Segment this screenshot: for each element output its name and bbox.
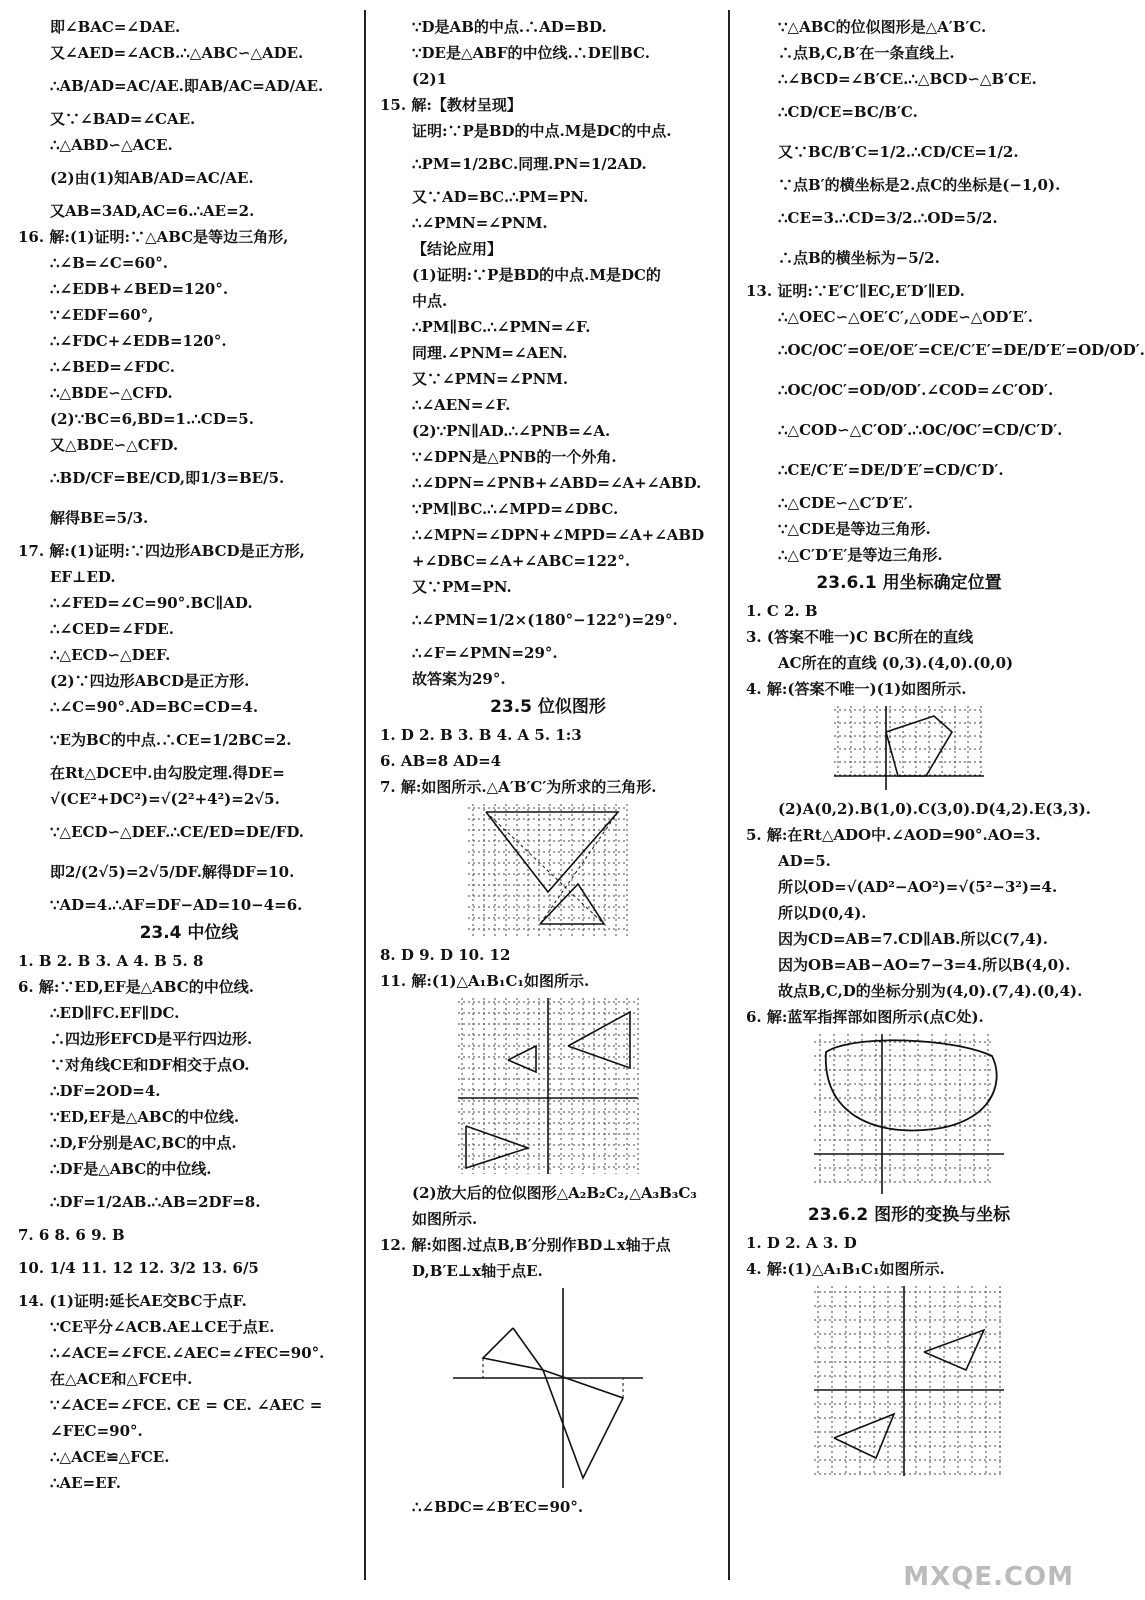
col1-line-48: 在△ACE和△FCE中. [50, 1369, 193, 1388]
col1-line-21: ∴∠FED=∠C=90°.BC∥AD. [50, 593, 253, 612]
col3-line-30: 故点B,C,D的坐标分别为(4,0).(7,4).(0,4). [778, 981, 1083, 1000]
col3-line-23: (2)A(0,2).B(1,0).C(3,0).D(4,2).E(3,3). [778, 799, 1091, 818]
col3-line-16: ∵△CDE是等边三角形. [778, 519, 931, 538]
col2-line-22: 又∵PM=PN. [412, 577, 512, 596]
col3-line-29: 因为OB=AB−AO=7−3=4.所以B(4,0). [778, 955, 1071, 974]
figure-command-post-map [814, 1034, 1004, 1194]
figure-pentagon-grid [834, 706, 984, 790]
watermark: MXQE.COM [903, 1562, 1074, 1592]
col1-line-15: (2)∵BC=6,BD=1.∴CD=5. [50, 409, 254, 428]
figure [746, 706, 1072, 790]
figure [380, 998, 716, 1174]
col3-line-5: 又∵BC/B′C=1/2.∴CD/CE=1/2. [778, 142, 1019, 161]
col2-line-17: ∵∠DPN是△PNB的一个外角. [412, 447, 617, 466]
col1-line-37: ∵对角线CE和DF相交于点O. [50, 1055, 250, 1074]
col3-line-24: 5. 解:在Rt△ADO中.∠AOD=90°.AO=3. [746, 825, 1041, 844]
col3-line-15: ∴△CDE∽△C′D′E′. [778, 493, 914, 512]
col1-line-4: 又∵∠BAD=∠CAE. [50, 109, 196, 128]
col2-line-31: 11. 解:(1)△A₁B₁C₁如图所示. [380, 971, 590, 990]
col2-line-14: 又∵∠PMN=∠PNM. [412, 369, 569, 388]
col1-line-22: ∴∠CED=∠FDE. [50, 619, 174, 638]
col2-line-2: ∵DE是△ABF的中位线.∴DE∥BC. [412, 43, 650, 62]
col3-line-22: 4. 解:(答案不唯一)(1)如图所示. [746, 679, 967, 698]
figure [380, 804, 716, 936]
col1-line-44: 10. 1/4 11. 12 12. 3/2 13. 6/5 [18, 1258, 259, 1277]
col2-line-6: ∴PM=1/2BC.同理.PN=1/2AD. [412, 154, 647, 173]
col3-line-13: ∴△COD∽△C′OD′.∴OC/OC′=CD/C′D′. [778, 420, 1063, 439]
col2-line-36: ∴∠BDC=∠B′EC=90°. [412, 1497, 584, 1516]
col2-line-19: ∵PM∥BC.∴∠MPD=∠DBC. [412, 499, 619, 518]
col2-line-30: 8. D 9. D 10. 12 [380, 945, 511, 964]
col1-line-41: ∴DF是△ABC的中位线. [50, 1159, 212, 1178]
col2-line-5: 证明:∵P是BD的中点.M是DC的中点. [412, 121, 672, 140]
col3-line-11: ∴OC/OC′=OE/OE′=CE/C′E′=DE/D′E′=OD/OD′. [778, 340, 1145, 359]
col3-line-3: ∴∠BCD=∠B′CE.∴△BCD∽△B′CE. [778, 69, 1037, 88]
figure-coordinate-triangles [458, 998, 638, 1174]
column-2 [380, 14, 716, 1520]
col3-line-34: 4. 解:(1)△A₁B₁C₁如图所示. [746, 1259, 945, 1278]
col1-line-10: ∴∠EDB+∠BED=120°. [50, 279, 229, 298]
col2-line-10: (1)证明:∵P是BD的中点.M是DC的 [412, 265, 661, 284]
col1-line-12: ∴∠FDC+∠EDB=120°. [50, 331, 227, 350]
col3-line-14: ∴CE/C′E′=DE/D′E′=CD/C′D′. [778, 460, 1004, 479]
column-3 [746, 14, 1145, 1482]
col2-line-35: D,B′E⊥x轴于点E. [412, 1261, 543, 1280]
col1-line-5: ∴△ABD∽△ACE. [50, 135, 173, 154]
col1-line-47: ∴∠ACE=∠FCE.∠AEC=∠FEC=90°. [50, 1343, 325, 1362]
col1-line-29: ∵△ECD∽△DEF.∴CE/ED=DE/FD. [50, 822, 305, 841]
col1-line-19: 17. 解:(1)证明:∵四边形ABCD是正方形, [18, 541, 305, 560]
col2-line-12: ∴PM∥BC.∴∠PMN=∠F. [412, 317, 591, 336]
col1-line-31: ∵AD=4.∴AF=DF−AD=10−4=6. [50, 895, 303, 914]
col1-line-38: ∴DF=2OD=4. [50, 1081, 161, 1100]
col1-line-30: 即2/(2√5)=2√5/DF.解得DF=10. [50, 862, 295, 881]
col2-line-18: ∴∠DPN=∠PNB+∠ABD=∠A+∠ABD. [412, 473, 702, 492]
col2-line-28: 6. AB=8 AD=4 [380, 751, 502, 770]
col2-line-1: ∵D是AB的中点.∴AD=BD. [412, 17, 607, 36]
section-heading: 23.4 中位线 [139, 922, 239, 943]
col2-line-8: ∴∠PMN=∠PNM. [412, 213, 548, 232]
col3-line-26: 所以OD=√(AD²−AO²)=√(5²−3²)=4. [778, 877, 1058, 896]
col3-line-33: 1. D 2. A 3. D [746, 1233, 857, 1252]
col2-line-24: ∴∠F=∠PMN=29°. [412, 643, 558, 662]
col3-line-7: ∴CE=3.∴CD=3/2.∴OD=5/2. [778, 208, 998, 227]
col1-line-26: ∵E为BC的中点.∴CE=1/2BC=2. [50, 730, 292, 749]
col1-line-20: EF⊥ED. [50, 567, 116, 586]
col3-line-2: ∴点B,C,B′在一条直线上. [778, 43, 955, 62]
col1-line-18: 解得BE=5/3. [50, 508, 149, 527]
col2-line-25: 故答案为29°. [412, 669, 506, 688]
col1-line-9: ∴∠B=∠C=60°. [50, 253, 169, 272]
col3-line-27: 所以D(0,4). [778, 903, 867, 922]
column-1 [18, 14, 360, 1496]
col2-line-21: +∠DBC=∠A+∠ABC=122°. [412, 551, 631, 570]
col1-line-45: 14. (1)证明:延长AE交BC于点F. [18, 1291, 247, 1310]
col1-line-27: 在Rt△DCE中.由勾股定理.得DE= [50, 763, 285, 782]
col1-line-6: (2)由(1)知AB/AD=AC/AE. [50, 168, 254, 187]
column-divider-1 [364, 10, 366, 1580]
col2-line-3: (2)1 [412, 69, 448, 88]
col1-line-33: 1. B 2. B 3. A 4. B 5. 8 [18, 951, 204, 970]
col3-line-21: AC所在的直线 (0,3).(4,0).(0,0) [778, 653, 1014, 672]
col3-line-8: ∴点B的横坐标为−5/2. [778, 248, 940, 267]
col2-line-27: 1. D 2. B 3. B 4. A 5. 1:3 [380, 725, 582, 744]
col2-line-15: ∴∠AEN=∠F. [412, 395, 511, 414]
section-heading: 23.5 位似图形 [490, 696, 606, 717]
figure [380, 1288, 716, 1488]
col1-line-2: 又∠AED=∠ACB.∴△ABC∽△ADE. [50, 43, 304, 62]
figure-similar-triangles-axis [453, 1288, 643, 1488]
col1-line-35: ∴ED∥FC.EF∥DC. [50, 1003, 180, 1022]
col2-line-4: 15. 解:【教材呈现】 [380, 95, 522, 114]
col1-line-36: ∴四边形EFCD是平行四边形. [50, 1029, 253, 1048]
col3-line-25: AD=5. [778, 851, 831, 870]
col1-line-49: ∵∠ACE=∠FCE. CE = CE. ∠AEC = [50, 1395, 323, 1414]
figure [746, 1286, 1072, 1476]
col3-line-17: ∴△C′D′E′是等边三角形. [778, 545, 943, 564]
col1-line-40: ∴D,F分别是AC,BC的中点. [50, 1133, 237, 1152]
col3-line-6: ∵点B′的横坐标是2.点C的坐标是(−1,0). [778, 175, 1061, 194]
col2-line-13: 同理.∠PNM=∠AEN. [412, 343, 568, 362]
col3-line-31: 6. 解:蓝军指挥部如图所示(点C处). [746, 1007, 984, 1026]
col1-line-51: ∴△ACE≌△FCE. [50, 1447, 170, 1466]
col3-line-20: 3. (答案不唯一)C BC所在的直线 [746, 627, 974, 646]
col3-line-10: ∴△OEC∽△OE′C′,△ODE∽△OD′E′. [778, 307, 1033, 326]
col3-line-28: 因为CD=AB=7.CD∥AB.所以C(7,4). [778, 929, 1048, 948]
figure-homothety-triangle [468, 804, 628, 936]
col1-line-50: ∠FEC=90°. [50, 1421, 143, 1440]
col1-line-23: ∴△ECD∽△DEF. [50, 645, 171, 664]
col2-line-23: ∴∠PMN=1/2×(180°−122°)=29°. [412, 610, 678, 629]
col2-line-7: 又∵AD=BC.∴PM=PN. [412, 187, 589, 206]
section-heading: 23.6.1 用坐标确定位置 [816, 572, 1002, 593]
col1-line-46: ∵CE平分∠ACB.AE⊥CE于点E. [50, 1317, 275, 1336]
col3-line-1: ∵△ABC的位似图形是△A′B′C. [778, 17, 987, 36]
col1-line-43: 7. 6 8. 6 9. B [18, 1225, 125, 1244]
col1-line-16: 又△BDE∽△CFD. [50, 435, 179, 454]
col1-line-3: ∴AB/AD=AC/AE.即AB/AC=AD/AE. [50, 76, 324, 95]
col3-line-9: 13. 证明:∵E′C′∥EC,E′D′∥ED. [746, 281, 965, 300]
col1-line-13: ∴∠BED=∠FDC. [50, 357, 175, 376]
column-divider-2 [728, 10, 730, 1580]
col1-line-8: 16. 解:(1)证明:∵△ABC是等边三角形, [18, 227, 289, 246]
col3-line-4: ∴CD/CE=BC/B′C. [778, 102, 918, 121]
col1-line-14: ∴△BDE∽△CFD. [50, 383, 173, 402]
col2-line-20: ∴∠MPN=∠DPN+∠MPD=∠A+∠ABD [412, 525, 705, 544]
figure [746, 1034, 1072, 1194]
col1-line-52: ∴AE=EF. [50, 1473, 121, 1492]
col2-line-34: 12. 解:如图.过点B,B′分别作BD⊥x轴于点 [380, 1235, 671, 1254]
col1-line-24: (2)∵四边形ABCD是正方形. [50, 671, 250, 690]
col2-line-32: (2)放大后的位似图形△A₂B₂C₂,△A₃B₃C₃ [412, 1183, 697, 1202]
col1-line-17: ∴BD/CF=BE/CD,即1/3=BE/5. [50, 468, 285, 487]
col3-line-12: ∴OC/OC′=OD/OD′.∠COD=∠C′OD′. [778, 380, 1054, 399]
col1-line-42: ∴DF=1/2AB.∴AB=2DF=8. [50, 1192, 261, 1211]
col1-line-34: 6. 解:∵ED,EF是△ABC的中位线. [18, 977, 254, 996]
col2-line-11: 中点. [412, 291, 448, 310]
col1-line-39: ∵ED,EF是△ABC的中位线. [50, 1107, 240, 1126]
col3-line-19: 1. C 2. B [746, 601, 818, 620]
figure-transform-triangles [814, 1286, 1004, 1476]
col1-line-1: 即∠BAC=∠DAE. [50, 17, 181, 36]
col2-line-16: (2)∵PN∥AD.∴∠PNB=∠A. [412, 421, 611, 440]
col1-line-7: 又AB=3AD,AC=6.∴AE=2. [50, 201, 255, 220]
col2-line-29: 7. 解:如图所示.△A′B′C′为所求的三角形. [380, 777, 657, 796]
section-heading: 23.6.2 图形的变换与坐标 [807, 1204, 1011, 1225]
col1-line-28: √(CE²+DC²)=√(2²+4²)=2√5. [50, 789, 280, 808]
col2-line-9: 【结论应用】 [412, 239, 503, 258]
col2-line-33: 如图所示. [412, 1209, 478, 1228]
col1-line-25: ∴∠C=90°.AD=BC=CD=4. [50, 697, 259, 716]
col1-line-11: ∵∠EDF=60°, [50, 305, 154, 324]
